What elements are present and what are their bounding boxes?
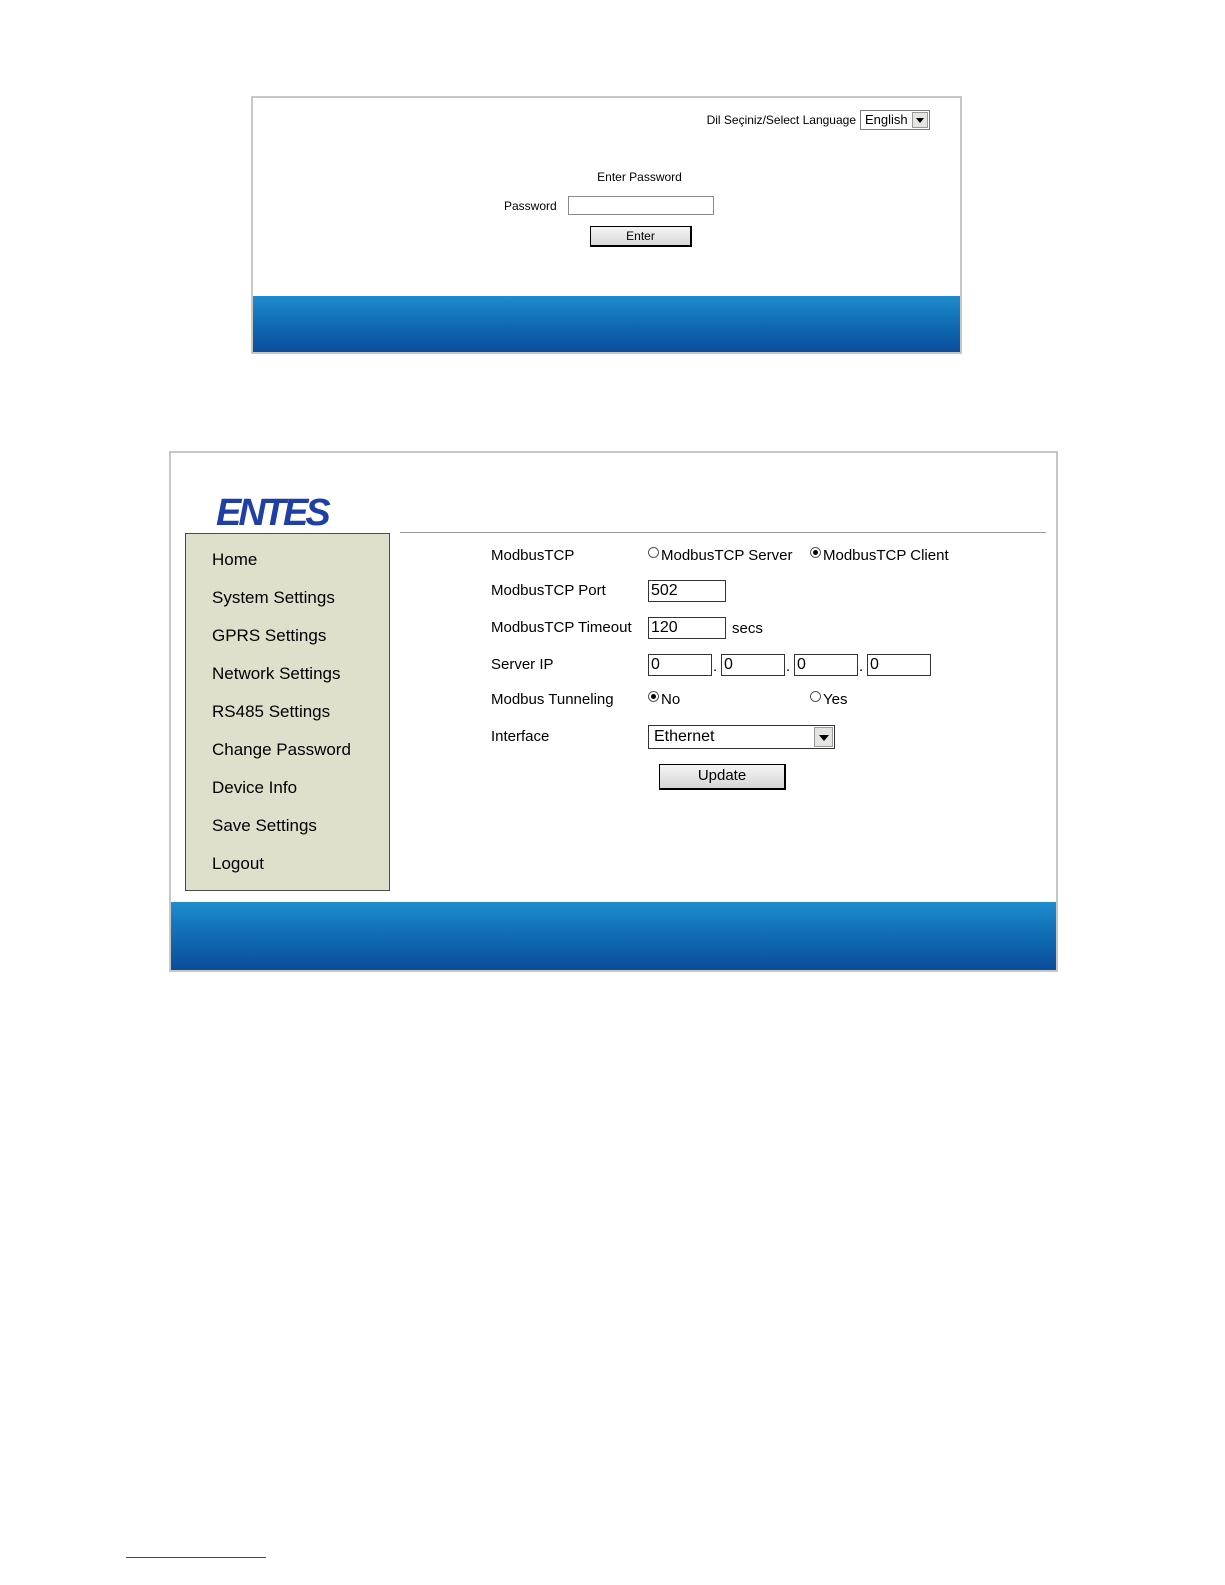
timeout-unit: secs (732, 620, 763, 637)
tunneling-yes-option[interactable] (810, 691, 847, 708)
sidebar (185, 533, 390, 891)
modbustcp-client-label: ModbusTCP Client (823, 547, 949, 564)
ip-separator: . (713, 658, 718, 675)
login-heading: Enter Password (597, 170, 682, 184)
ip-separator: . (859, 658, 864, 675)
sidebar-item-rs485-settings[interactable]: RS485 Settings (212, 702, 331, 721)
interface-select-value: Ethernet (654, 728, 715, 745)
tunneling-yes-label: Yes (823, 691, 848, 708)
tunneling-no-option[interactable] (648, 691, 680, 708)
server-ip-octet-4[interactable]: 0 (867, 654, 931, 676)
modbustcp-client-radio[interactable] (810, 547, 821, 558)
modbustcp-client-option[interactable] (810, 547, 949, 564)
server-ip-octet-2[interactable]: 0 (721, 654, 785, 676)
sidebar-item-gprs-settings[interactable]: GPRS Settings (212, 626, 327, 645)
timeout-input[interactable]: 120 (648, 617, 726, 639)
modbustcp-server-radio[interactable] (648, 547, 659, 558)
port-label: ModbusTCP Port (491, 582, 606, 599)
login-panel (251, 96, 962, 354)
header-divider (400, 532, 1046, 533)
ip-separator: . (786, 658, 791, 675)
interface-select[interactable] (648, 725, 835, 749)
language-select-value: English (865, 112, 908, 127)
language-selector-row (707, 110, 930, 130)
page-footer-line (126, 1557, 266, 1558)
logo-text: ENTES (216, 492, 328, 533)
update-button[interactable]: Update (659, 764, 786, 790)
enter-button[interactable]: Enter (590, 226, 692, 247)
settings-panel (169, 451, 1058, 972)
entes-logo (216, 491, 361, 533)
tunneling-yes-radio[interactable] (810, 691, 821, 702)
password-label: Password (504, 199, 557, 213)
tunneling-no-radio[interactable] (648, 691, 659, 702)
footer-band (171, 902, 1056, 972)
server-ip-octet-1[interactable]: 0 (648, 654, 712, 676)
language-select[interactable] (860, 110, 930, 130)
sidebar-item-change-password[interactable]: Change Password (212, 740, 351, 759)
footer-band (253, 296, 960, 354)
sidebar-item-logout[interactable]: Logout (212, 854, 264, 873)
server-ip-octet-3[interactable]: 0 (794, 654, 858, 676)
chevron-down-icon[interactable] (814, 727, 833, 747)
sidebar-item-device-info[interactable]: Device Info (212, 778, 298, 797)
sidebar-item-system-settings[interactable]: System Settings (212, 588, 335, 607)
sidebar-item-save-settings[interactable]: Save Settings (212, 816, 317, 835)
server-ip-label: Server IP (491, 656, 554, 673)
interface-label: Interface (491, 728, 550, 745)
modbustcp-server-label: ModbusTCP Server (661, 547, 793, 564)
tunneling-no-label: No (661, 691, 681, 708)
sidebar-item-network-settings[interactable]: Network Settings (212, 664, 341, 683)
tunneling-label: Modbus Tunneling (491, 691, 614, 708)
timeout-label: ModbusTCP Timeout (491, 619, 632, 636)
password-input[interactable] (568, 196, 714, 215)
language-label: Dil Seçiniz/Select Language (706, 113, 856, 127)
modbustcp-server-option[interactable] (648, 547, 792, 564)
sidebar-item-home[interactable]: Home (212, 550, 258, 569)
modbustcp-label: ModbusTCP (491, 547, 575, 564)
port-input[interactable]: 502 (648, 580, 726, 602)
chevron-down-icon[interactable] (912, 112, 928, 128)
